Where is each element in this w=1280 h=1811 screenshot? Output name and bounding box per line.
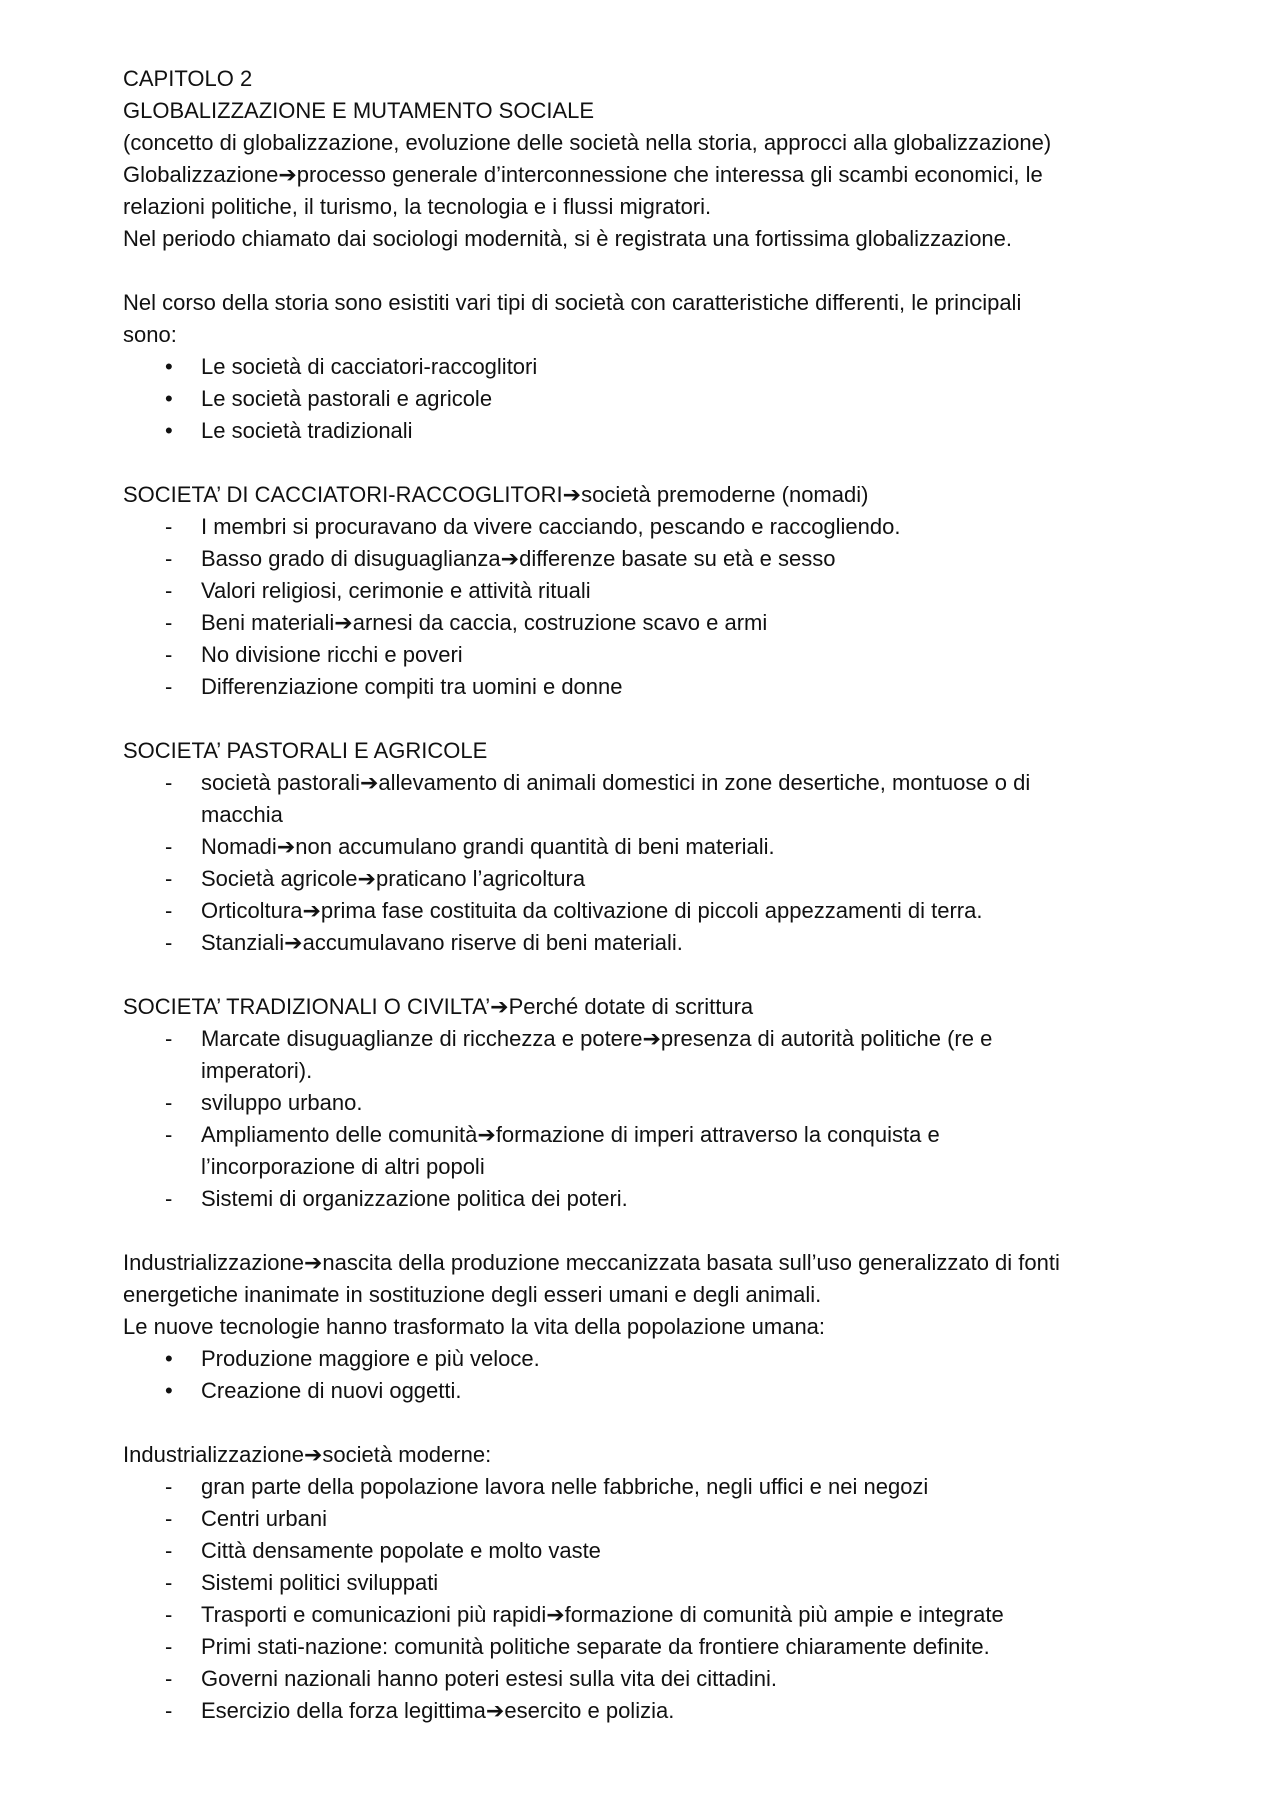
list-item [123,927,1173,959]
list-item [123,351,1173,383]
chapter-title: GLOBALIZZAZIONE E MUTAMENTO SOCIALE [123,98,595,123]
dash-icon: - [165,1698,173,1723]
arrow-icon: ➔ [303,1442,323,1467]
list-item [123,863,1173,895]
bullet-icon: • [165,386,173,411]
list-item-text: Sistemi di organizzazione politica dei poteri. [201,1186,628,1211]
list-item-text: Sistemi politici sviluppati [201,1570,439,1595]
definition-continued: relazioni politiche, il turismo, la tecnologia e i flussi migratori. [123,194,712,219]
list-item-text: presenza di autorità politiche (re e [660,1026,993,1051]
spacer [123,1407,1173,1439]
list-item [123,415,1173,447]
list-item-text: Città densamente popolate e molto vaste [201,1538,601,1563]
dash-icon: - [165,1538,173,1563]
dash-icon: - [165,770,173,795]
dash-icon: - [165,642,173,667]
list-item-text: Le società di cacciatori-raccoglitori [201,354,538,379]
list-item-text: Nomadi [201,834,277,859]
bullet-icon: • [165,1378,173,1403]
industrialization-continued: energetiche inanimate in sostituzione degli esseri umani e degli animali. [123,1282,822,1307]
list-item-text: Stanziali [201,930,285,955]
arrow-icon: ➔ [276,834,296,859]
arrow-icon: ➔ [490,994,509,1019]
globalization-definition [123,159,1173,191]
traditional-list [123,1023,1173,1215]
list-item [123,1343,1173,1375]
list-item-text: sviluppo urbano. [201,1090,363,1115]
list-item-text: No divisione ricchi e poveri [201,642,463,667]
list-item-text: Ampliamento delle comunità [201,1122,478,1147]
list-item-text: differenze basate su età e sesso [519,546,836,571]
arrow-icon: ➔ [334,610,353,635]
arrow-icon: ➔ [302,898,321,923]
bullet-icon: • [165,418,173,443]
list-item-text: praticano l’agricoltura [375,866,586,891]
list-item [123,1695,1173,1727]
dash-icon: - [165,834,173,859]
list-item [123,1183,1173,1215]
list-item-text: Le società pastorali e agricole [201,386,493,411]
dash-icon: - [165,514,173,539]
industrialization-definition [123,1247,1173,1279]
definition-text: nascita della produzione meccanizzata basata sull’uso generalizzato di fonti [322,1250,1060,1275]
arrow-icon: ➔ [359,770,379,795]
list-item-text: Beni materiali [201,610,335,635]
list-item-text: gran parte della popolazione lavora nelle fabbriche, negli uffici e nei negozi [201,1474,929,1499]
dash-icon: - [165,898,173,923]
list-item-continued [123,1055,1173,1087]
dash-icon: - [165,546,173,571]
list-item-text: imperatori). [201,1058,313,1083]
modernity-sentence: Nel periodo chiamato dai sociologi modernità, si è registrata una fortissima globalizzazione. [123,226,1013,251]
list-item-text: Le società tradizionali [201,418,413,443]
arrow-icon: ➔ [642,1026,661,1051]
technology-sentence: Le nuove tecnologie hanno trasformato la vita della popolazione umana: [123,1314,826,1339]
document-body [123,63,1173,1727]
list-item-text: formazione di imperi attraverso la conquista e [495,1122,940,1147]
dash-icon: - [165,866,173,891]
section-title: SOCIETA’ TRADIZIONALI O CIVILTA’ [123,994,491,1019]
spacer [123,959,1173,991]
technology-bullet-list [123,1343,1173,1407]
list-item-text: Creazione di nuovi oggetti. [201,1378,462,1403]
section-heading-hunters [123,479,1173,511]
societies-bullet-list [123,351,1173,447]
list-item [123,671,1173,703]
list-item [123,831,1173,863]
dash-icon: - [165,1474,173,1499]
spacer [123,255,1173,287]
dash-icon: - [165,1186,173,1211]
dash-icon: - [165,1666,173,1691]
list-item [123,1503,1173,1535]
list-item-continued [123,799,1173,831]
section-heading-pastoral: SOCIETA’ PASTORALI E AGRICOLE [123,738,488,763]
list-item-text: accumulavano riserve di beni materiali. [302,930,683,955]
list-item [123,575,1173,607]
list-item-text: non accumulano grandi quantità di beni materiali. [295,834,775,859]
list-item-text: Produzione maggiore e più veloce. [201,1346,540,1371]
dash-icon: - [165,1602,173,1627]
list-item-text: Marcate disuguaglianze di ricchezza e potere [201,1026,643,1051]
arrow-icon: ➔ [562,482,582,507]
list-item-text: Basso grado di disuguaglianza [201,546,501,571]
list-item-text: società pastorali [201,770,360,795]
list-item-text: Primi stati-nazione: comunità politiche separate da frontiere chiaramente definite. [201,1634,990,1659]
definition-term: Globalizzazione [123,162,279,187]
list-item [123,383,1173,415]
list-item-text: Differenziazione compiti tra uomini e donne [201,674,623,699]
arrow-icon: ➔ [485,1698,505,1723]
section-heading-modern [123,1439,1173,1471]
list-item [123,1119,1173,1151]
section-subtitle: società premoderne (nomadi) [581,482,869,507]
definition-term: Industrializzazione [123,1250,304,1275]
list-item [123,607,1173,639]
list-item [123,639,1173,671]
arrow-icon: ➔ [477,1122,496,1147]
list-item [123,1471,1173,1503]
dash-icon: - [165,1090,173,1115]
list-item-text: formazione di comunità più ampie e integrate [564,1602,1004,1627]
list-item [123,1375,1173,1407]
list-item [123,1087,1173,1119]
spacer [123,703,1173,735]
list-item [123,767,1173,799]
chapter-topics: (concetto di globalizzazione, evoluzione delle società nella storia, approcci alla globalizzazione) [123,130,1052,155]
list-item [123,1663,1173,1695]
section-subtitle: società moderne: [322,1442,492,1467]
section-title: Industrializzazione [123,1442,304,1467]
list-item-text: Orticoltura [201,898,303,923]
list-item [123,1631,1173,1663]
dash-icon: - [165,1570,173,1595]
dash-icon: - [165,1506,173,1531]
dash-icon: - [165,610,173,635]
list-item-text: Valori religiosi, cerimonie e attività rituali [201,578,591,603]
bullet-icon: • [165,1346,173,1371]
list-item-text: esercito e polizia. [504,1698,675,1723]
dash-icon: - [165,674,173,699]
chapter-label: CAPITOLO 2 [123,66,253,91]
modern-list [123,1471,1173,1727]
list-item-text: Società agricole [201,866,358,891]
arrow-icon: ➔ [500,546,520,571]
dash-icon: - [165,1122,173,1147]
list-item-text: I membri si procuravano da vivere cacciando, pescando e raccogliendo. [201,514,901,539]
list-item [123,1599,1173,1631]
societies-intro: Nel corso della storia sono esistiti vari tipi di società con caratteristiche differenti, le principali [123,290,1022,315]
dash-icon: - [165,578,173,603]
list-item-text: prima fase costituita da coltivazione di piccoli appezzamenti di terra. [320,898,983,923]
list-item-text: macchia [201,802,283,827]
societies-intro-continued: sono: [123,322,177,347]
hunters-list [123,511,1173,703]
pastoral-list [123,767,1173,959]
list-item [123,1535,1173,1567]
list-item-text: Esercizio della forza legittima [201,1698,486,1723]
arrow-icon: ➔ [284,930,303,955]
list-item [123,1567,1173,1599]
dash-icon: - [165,930,173,955]
list-item-text: Trasporti e comunicazioni più rapidi [201,1602,547,1627]
list-item-text: allevamento di animali domestici in zone desertiche, montuose o di [378,770,1031,795]
list-item [123,895,1173,927]
dash-icon: - [165,1634,173,1659]
list-item-continued [123,1151,1173,1183]
list-item-text: l’incorporazione di altri popoli [201,1154,485,1179]
spacer [123,447,1173,479]
bullet-icon: • [165,354,173,379]
definition-text: processo generale d’interconnessione che interessa gli scambi economici, le [296,162,1043,187]
dash-icon: - [165,1026,173,1051]
list-item [123,1023,1173,1055]
section-title: SOCIETA’ DI CACCIATORI-RACCOGLITORI [123,482,563,507]
section-heading-traditional [123,991,1173,1023]
list-item [123,543,1173,575]
arrow-icon: ➔ [546,1602,565,1627]
arrow-icon: ➔ [357,866,376,891]
list-item-text: arnesi da caccia, costruzione scavo e armi [352,610,768,635]
arrow-icon: ➔ [278,162,297,187]
arrow-icon: ➔ [303,1250,323,1275]
list-item-text: Governi nazionali hanno poteri estesi sulla vita dei cittadini. [201,1666,777,1691]
spacer [123,1215,1173,1247]
list-item [123,511,1173,543]
list-item-text: Centri urbani [201,1506,327,1531]
section-subtitle: Perché dotate di scrittura [508,994,754,1019]
